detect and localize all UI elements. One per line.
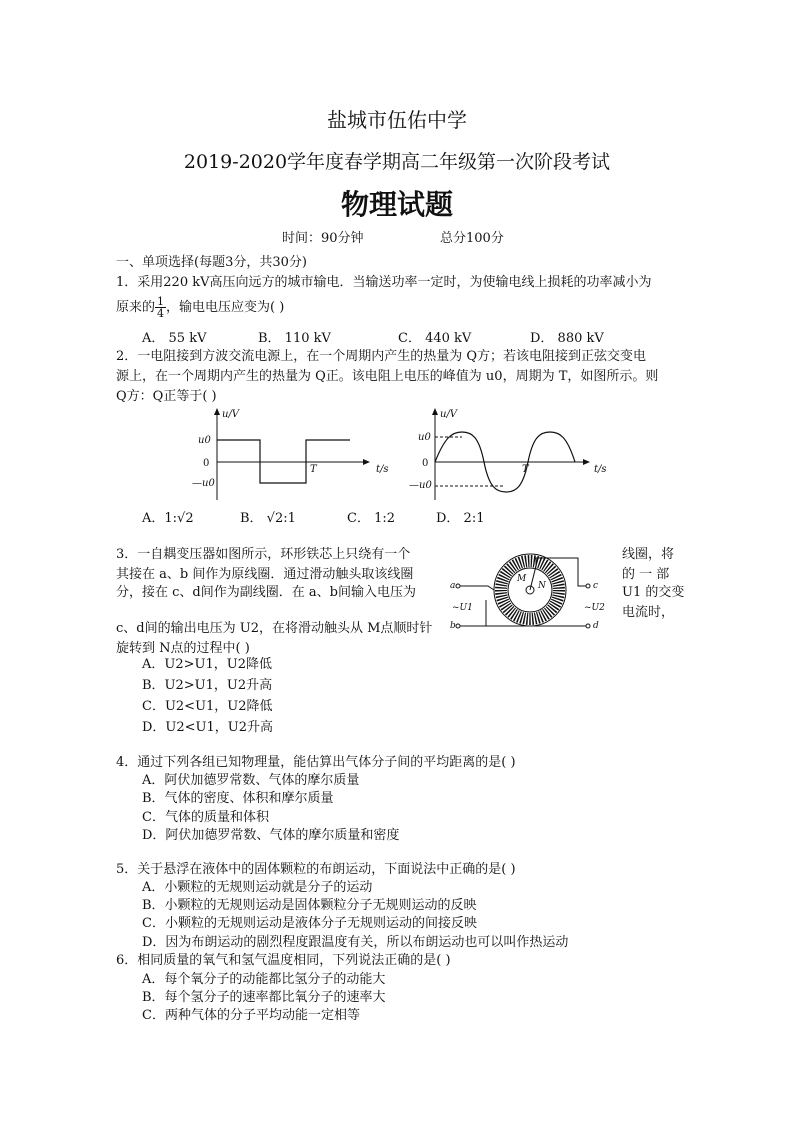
exam-title: 2019-2020学年度春学期高二年级第一次阶段考试 xyxy=(183,151,611,173)
q3-option-c[interactable]: C．U2<U1，U2降低 xyxy=(142,699,273,714)
terminal-b xyxy=(456,624,460,628)
q1-stem-line2 xyxy=(116,296,284,319)
subject-title: 物理试题 xyxy=(340,188,453,221)
q1-option-a[interactable]: A． 55 kV xyxy=(142,331,207,346)
q6-stem: 6．相同质量的氧气和氢气温度相同，下列说法正确的是( ) xyxy=(116,953,451,968)
sine-x-label: t/s xyxy=(594,464,607,475)
section-title: 一、单项选择(每题3分，共30分) xyxy=(116,255,307,270)
q6-option-b[interactable]: B．每个氢分子的速率都比氧分子的速率大 xyxy=(142,990,386,1005)
sine-neg-u0-label: —u0 xyxy=(409,480,432,491)
q5-option-a[interactable]: A．小颗粒的无规则运动就是分子的运动 xyxy=(142,880,373,895)
label-b: b xyxy=(450,621,456,631)
q4-stem: 4．通过下列各组已知物理量，能估算出气体分子间的平均距离的是( ) xyxy=(116,755,516,770)
sine-zero-label: 0 xyxy=(422,458,429,469)
q3-stem-line3-right2: 电流时， xyxy=(622,605,675,620)
square-x-arrow xyxy=(363,459,370,465)
q1-stem-line1: 1．采用220 kV高压向远方的城市输电．当输送功率一定时，为使输电线上损耗的功率减小为 xyxy=(116,275,652,290)
q4-option-b[interactable]: B．气体的密度、体积和摩尔质量 xyxy=(142,791,334,806)
wire-a xyxy=(460,586,494,590)
q3-stem-line4: c、d间的输出电压为 U2，在将滑动触头从 M点顺时针 xyxy=(116,621,433,636)
q5-option-b[interactable]: B．小颗粒的无规则运动是固体颗粒分子无规则运动的反映 xyxy=(142,898,477,913)
q3-stem-line3-right: U1 的交变 xyxy=(622,585,685,600)
sine-wave-graph xyxy=(409,408,607,500)
sine-x-arrow xyxy=(583,459,590,465)
q2-stem-line1: 2．一电阻接到方波交流电源上，在一个周期内产生的热量为 Q方；若该电阻接到正弦交变电 xyxy=(116,349,647,364)
terminal-d xyxy=(586,624,590,628)
q2-stem-line2: 源上，在一个周期内产生的热量为 Q正。该电阻上电压的峰值为 u0，周期为 T，如图所示。则 xyxy=(116,369,659,384)
q1-fraction xyxy=(155,296,166,319)
q5-option-d[interactable]: D．因为布朗运动的剧烈程度跟温度有关，所以布朗运动也可以叫作热运动 xyxy=(142,935,569,950)
q2-option-d[interactable]: D． 2:1 xyxy=(436,511,485,526)
q3-option-d[interactable]: D．U2<U1，U2升高 xyxy=(142,720,273,735)
label-N: N xyxy=(538,581,546,591)
square-y-label: u/V xyxy=(222,409,240,420)
q1-option-c[interactable]: C． 440 kV xyxy=(398,331,472,346)
sine-T-label: T xyxy=(522,464,529,475)
q5-stem: 5．关于悬浮在液体中的固体颗粒的布朗运动，下面说法中正确的是( ) xyxy=(116,862,516,877)
q6-option-c[interactable]: C．两种气体的分子平均动能一定相等 xyxy=(142,1008,360,1023)
q6-option-a[interactable]: A．每个氧分子的动能都比氢分子的动能大 xyxy=(142,972,386,987)
sine-y-arrow xyxy=(432,408,438,415)
square-x-label: t/s xyxy=(376,464,389,475)
slider-arm[interactable] xyxy=(530,566,536,590)
q2-option-c[interactable]: C． 1:2 xyxy=(347,511,396,526)
q3-stem-line3: 分，接在 c、d间作为副线圈．在 a、b间输入电压为 xyxy=(116,585,416,600)
q2-waveform-graphs xyxy=(190,405,610,505)
sine-y-label: u/V xyxy=(440,409,458,420)
q1-option-d[interactable]: D． 880 kV xyxy=(530,331,604,346)
square-y-arrow xyxy=(214,408,220,415)
q5-option-c[interactable]: C．小颗粒的无规则运动是液体分子无规则运动的间接反映 xyxy=(142,916,477,931)
q1-line2-post: ，输电电压应变为( ) xyxy=(166,300,285,315)
label-U1: ~U1 xyxy=(452,603,473,613)
q3-stem-line5: 旋转到 N点的过程中( ) xyxy=(116,641,250,656)
q3-transformer-diagram xyxy=(448,548,618,638)
square-u0-label: u0 xyxy=(198,435,211,446)
frac-denominator: 4 xyxy=(157,307,165,320)
total-score: 总分100分 xyxy=(440,231,504,246)
square-neg-u0-label: —u0 xyxy=(192,478,215,489)
q2-option-a[interactable]: A．1:√2 xyxy=(142,511,194,526)
terminal-a xyxy=(456,584,460,588)
q3-stem-line1-right: 线圈，将 xyxy=(622,547,675,562)
label-M: M xyxy=(517,574,527,584)
terminal-c xyxy=(586,584,590,588)
sine-u0-label: u0 xyxy=(418,432,431,443)
square-zero-label: 0 xyxy=(203,458,210,469)
q4-option-d[interactable]: D．阿伏加德罗常数、气体的摩尔质量和密度 xyxy=(142,828,400,843)
q3-stem-line2: 其接在 a、b 间作为原线圈．通过滑动触头取该线圈 xyxy=(116,567,414,582)
q3-stem-line2-right: 的 一 部 xyxy=(622,567,670,582)
frac-numerator: 1 xyxy=(157,295,165,308)
square-wave-graph xyxy=(192,408,389,500)
q2-option-b[interactable]: B． √2:1 xyxy=(240,511,296,526)
school-name: 盐城市伍佑中学 xyxy=(327,108,467,132)
q1-option-b[interactable]: B． 110 kV xyxy=(258,331,331,346)
q3-stem-line1: 3．一自耦变压器如图所示，环形铁芯上只绕有一个 xyxy=(116,547,411,562)
label-c: c xyxy=(593,581,599,591)
q3-option-b[interactable]: B．U2>U1，U2升高 xyxy=(142,678,273,693)
q4-option-a[interactable]: A．阿伏加德罗常数、气体的摩尔质量 xyxy=(142,773,360,788)
q1-line2-pre: 原来的 xyxy=(116,300,156,315)
q2-stem-line3: Q方：Q正等于( ) xyxy=(116,389,217,404)
label-d: d xyxy=(593,621,599,631)
q3-option-a[interactable]: A．U2>U1，U2降低 xyxy=(142,657,272,672)
label-a: a xyxy=(450,581,456,591)
label-U2: ~U2 xyxy=(584,603,605,613)
q4-option-c[interactable]: C．气体的质量和体积 xyxy=(142,810,269,825)
square-T-label: T xyxy=(310,464,317,475)
exam-time: 时间：90分钟 xyxy=(282,231,364,246)
